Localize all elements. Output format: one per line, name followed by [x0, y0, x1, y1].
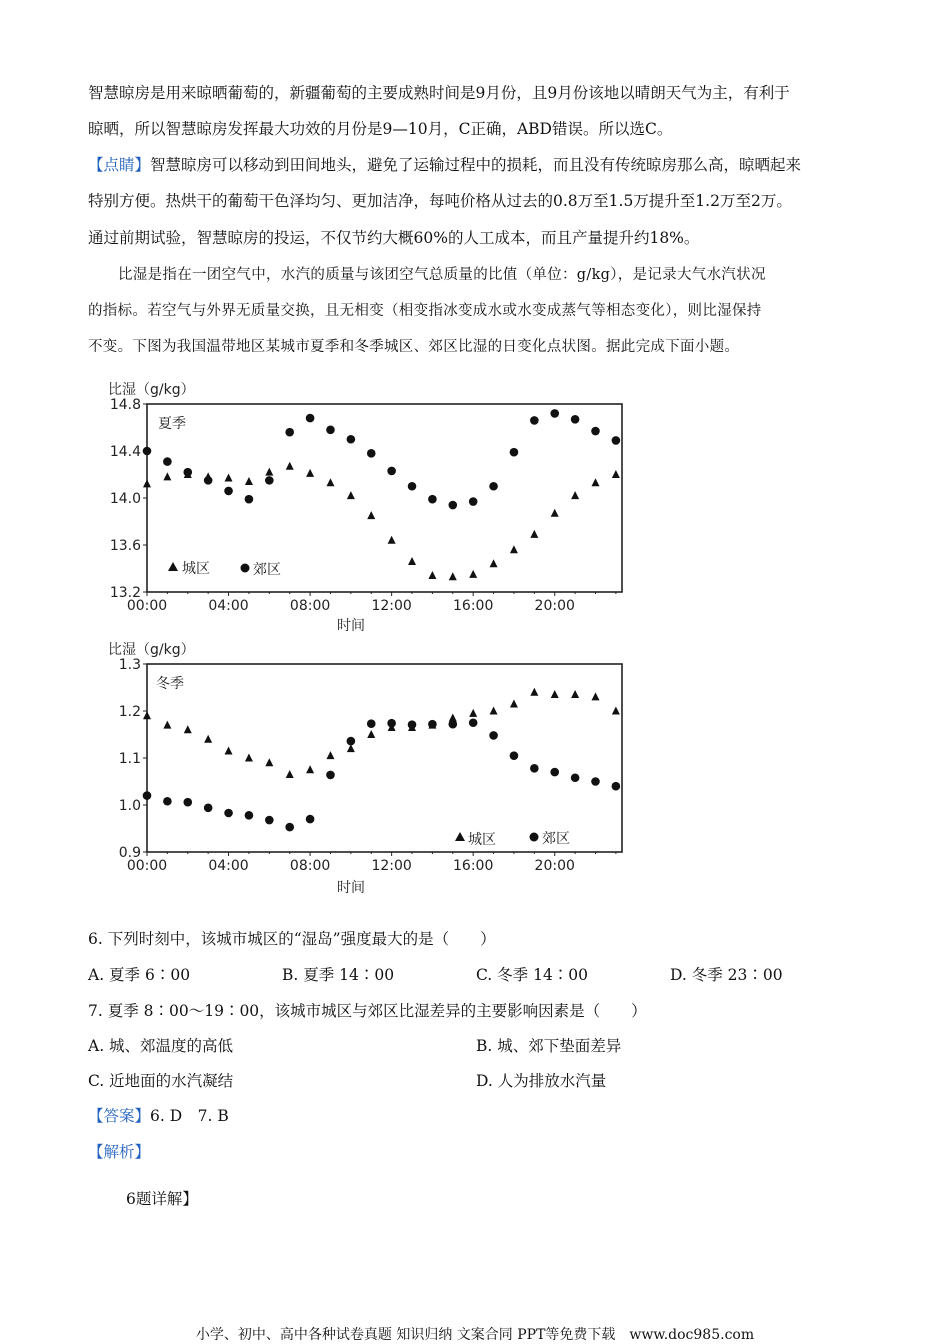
answer-tag: 【答案】 [88, 1107, 151, 1125]
footer-text: 小学、初中、高中各种试卷真题 知识归纳 文案合同 PPT等免费下载 [195, 1327, 616, 1343]
summer-title: 夏季 [158, 416, 186, 432]
summer-xlabel: 时间 [337, 618, 365, 634]
winter-suburb-point [347, 737, 356, 746]
winter-suburb-point [510, 751, 519, 760]
summer-suburb-point [571, 415, 580, 424]
winter-ytick-label: 1.1 [118, 751, 141, 767]
winter-xtick-label: 16:00 [453, 858, 494, 874]
winter-ytick-label: 0.9 [118, 845, 141, 861]
winter-suburb-point [612, 782, 621, 791]
winter-suburb-point [163, 797, 172, 806]
summer-legend-suburb: 郊区 [253, 562, 281, 578]
summer-suburb-point [510, 448, 519, 457]
winter-plot-frame [147, 664, 622, 852]
winter-legend-urban: 城区 [468, 832, 496, 848]
q6-option-c[interactable]: C. 冬季 14∶00 [476, 966, 589, 984]
comment-line1 [88, 154, 868, 176]
summer-suburb-point [204, 476, 213, 485]
summer-suburb-point [612, 436, 621, 445]
summer-xtick-label: 04:00 [208, 598, 249, 614]
winter-suburb-point [204, 804, 213, 813]
winter-suburb-point [428, 720, 437, 729]
summer-ytick-label: 13.2 [109, 585, 141, 601]
comment-text: 智慧晾房可以移动到田间地头，避免了运输过程中的损耗，而且没有传统晾房那么高，晾晒起来 [150, 156, 802, 174]
winter-xtick-label: 04:00 [208, 858, 249, 874]
winter-xlabel: 时间 [337, 880, 365, 896]
winter-suburb-point [530, 764, 539, 773]
winter-suburb-point [387, 719, 396, 728]
winter-suburb-point [367, 719, 376, 728]
q7-stem: 7. 夏季 8∶00～19∶00，该城市城区与郊区比湿差异的主要影响因素是（ ） [88, 1002, 647, 1020]
winter-suburb-point [265, 816, 274, 825]
summer-suburb-point [347, 435, 356, 444]
summer-ytick-label: 14.8 [109, 397, 141, 413]
comment-tag: 【点睛】 [88, 156, 151, 174]
summer-xtick-label: 20:00 [534, 598, 575, 614]
winter-suburb-point [408, 720, 417, 729]
winter-title: 冬季 [156, 676, 184, 692]
summer-xtick-label: 12:00 [371, 598, 412, 614]
summer-suburb-point [224, 487, 233, 496]
q6-stem: 6. 下列时刻中，该城市城区的“湿岛”强度最大的是（ ） [88, 930, 496, 948]
summer-legend-urban: 城区 [182, 561, 210, 577]
q6-option-d[interactable]: D. 冬季 23∶00 [670, 966, 783, 984]
summer-suburb-point [367, 449, 376, 458]
summer-suburb-point [183, 468, 192, 477]
summer-suburb-point [469, 497, 478, 506]
winter-suburb-point [245, 811, 254, 820]
detail-heading: 6题详解】 [126, 1190, 198, 1208]
winter-suburb-point [143, 791, 152, 800]
summer-plot-frame [147, 404, 622, 592]
winter-xtick-label: 20:00 [534, 858, 575, 874]
summer-legend-circle-icon [241, 564, 250, 573]
footer-url[interactable]: www.doc985.com [629, 1327, 755, 1343]
q7-option-c[interactable]: C. 近地面的水汽凝结 [88, 1072, 234, 1090]
summer-suburb-point [265, 476, 274, 485]
winter-suburb-point [183, 798, 192, 807]
summer-xtick-label: 00:00 [126, 598, 168, 614]
summer-suburb-point [428, 495, 437, 504]
winter-ytick-label: 1.3 [118, 657, 141, 673]
winter-xtick-label: 00:00 [126, 858, 168, 874]
winter-ytick-label: 1.0 [118, 798, 141, 814]
q7-option-b[interactable]: B. 城、郊下垫面差异 [476, 1037, 622, 1055]
answer-text: 6. D 7. B [150, 1107, 229, 1125]
winter-legend-suburb: 郊区 [542, 831, 570, 847]
summer-suburb-point [245, 495, 254, 504]
summer-suburb-point [448, 501, 457, 510]
summer-suburb-point [163, 457, 172, 466]
summer-ytick-label: 14.4 [109, 444, 141, 460]
summer-suburb-point [408, 482, 417, 491]
summer-suburb-point [591, 427, 600, 436]
summer-ylabel: 比湿（g/kg） [108, 382, 195, 398]
summer-ytick-label: 13.6 [109, 538, 141, 554]
comment-line2: 特别方便。热烘干的葡萄干色泽均匀、更加洁净，每吨价格从过去的0.8万至1.5万提升至1.2万至2万。 [88, 192, 792, 210]
summer-suburb-point [285, 428, 294, 437]
analysis-tag: 【解析】 [88, 1143, 151, 1161]
winter-ylabel: 比湿（g/kg） [108, 642, 195, 658]
summer-suburb-point [489, 482, 498, 491]
winter-suburb-point [326, 771, 335, 780]
summer-suburb-point [143, 447, 152, 456]
winter-suburb-point [285, 823, 294, 832]
q6-option-a[interactable]: A. 夏季 6∶00 [88, 966, 191, 984]
intro-line3: 不变。下图为我国温带地区某城市夏季和冬季城区、郊区比湿的日变化点状图。据此完成下面小题。 [88, 339, 740, 355]
comment-line3: 通过前期试验，智慧晾房的投运，不仅节约大概60%的人工成本，而且产量提升约18%。 [88, 229, 700, 247]
summer-suburb-point [550, 409, 559, 418]
intro-line2: 的指标。若空气与外界无质量交换，且无相变（相变指冰变成水或水变成蒸气等相态变化），则比湿保持 [88, 303, 762, 319]
footer [0, 1324, 950, 1344]
para1-line2: 晾晒，所以智慧晾房发挥最大功效的月份是9—10月，C正确，ABD错误。所以选C。 [88, 120, 673, 138]
winter-xtick-label: 12:00 [371, 858, 412, 874]
answer-line [88, 1105, 868, 1127]
winter-suburb-point [448, 720, 457, 729]
winter-legend-circle-icon [530, 833, 539, 842]
q7-option-a[interactable]: A. 城、郊温度的高低 [88, 1037, 234, 1055]
winter-suburb-point [469, 718, 478, 727]
winter-suburb-point [591, 777, 600, 786]
winter-suburb-point [489, 731, 498, 740]
winter-xtick-label: 08:00 [289, 858, 331, 874]
winter-suburb-point [306, 815, 315, 824]
summer-suburb-point [306, 414, 315, 423]
summer-suburb-point [387, 467, 396, 476]
winter-humidity-chart [100, 636, 630, 898]
para1-line1: 智慧晾房是用来晾晒葡萄的，新疆葡萄的主要成熟时间是9月份，且9月份该地以晴朗天气为主，有利于 [88, 84, 790, 102]
summer-humidity-chart [100, 376, 630, 640]
winter-ytick-label: 1.2 [118, 704, 141, 720]
intro-line1: 比湿是指在一团空气中，水汽的质量与该团空气总质量的比值（单位：g/kg），是记录大气水汽状况 [118, 267, 766, 283]
winter-suburb-point [571, 773, 580, 782]
summer-suburb-point [530, 416, 539, 425]
summer-ytick-label: 14.0 [109, 491, 141, 507]
summer-xtick-label: 16:00 [453, 598, 494, 614]
summer-xtick-label: 08:00 [289, 598, 331, 614]
q6-option-b[interactable]: B. 夏季 14∶00 [282, 966, 395, 984]
winter-suburb-point [550, 768, 559, 777]
q7-option-d[interactable]: D. 人为排放水汽量 [476, 1072, 607, 1090]
summer-suburb-point [326, 426, 335, 435]
winter-suburb-point [224, 809, 233, 818]
